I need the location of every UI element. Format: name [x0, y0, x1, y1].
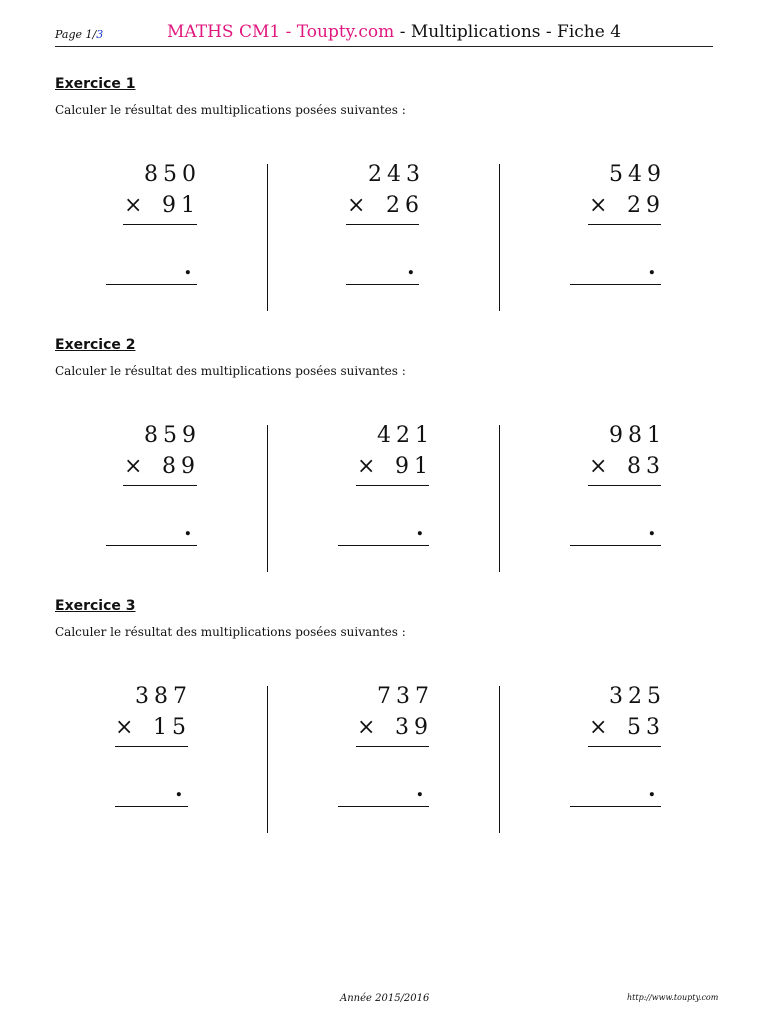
times-sign: × — [589, 454, 608, 479]
multiplicand: 325 — [609, 684, 666, 709]
decimal-point: . — [416, 515, 424, 541]
answer-line — [570, 806, 661, 807]
page-label: Page 1/ — [55, 28, 97, 41]
page-header — [55, 22, 713, 47]
multiplier: 89 — [162, 454, 200, 479]
multiplication-2-2 — [333, 423, 533, 563]
multiplication-1-3 — [565, 162, 765, 302]
multiplicand: 387 — [135, 684, 192, 709]
times-sign: × — [115, 715, 134, 740]
multiplier: 91 — [162, 193, 200, 218]
operation-line — [346, 224, 419, 225]
times-sign: × — [357, 454, 376, 479]
answer-line — [346, 284, 419, 285]
exercise-3-title: Exercice 3 — [55, 598, 136, 614]
multiplicand: 850 — [144, 162, 201, 187]
times-sign: × — [589, 193, 608, 218]
multiplicand: 859 — [144, 423, 201, 448]
multiplier: 29 — [627, 193, 665, 218]
operation-line — [356, 746, 429, 747]
multiplication-3-1 — [100, 684, 300, 824]
answer-line — [570, 284, 661, 285]
exercise-1-title: Exercice 1 — [55, 76, 136, 92]
answer-line — [338, 806, 429, 807]
times-sign: × — [347, 193, 366, 218]
multiplicand: 243 — [368, 162, 425, 187]
answer-line — [570, 545, 661, 546]
multiplicand: 981 — [609, 423, 666, 448]
multiplier: 26 — [386, 193, 424, 218]
operation-line — [123, 485, 197, 486]
operation-line — [123, 224, 197, 225]
multiplier: 91 — [395, 454, 433, 479]
operation-line — [588, 485, 661, 486]
column-separator — [267, 425, 268, 572]
operation-line — [588, 746, 661, 747]
column-separator — [499, 686, 500, 833]
page-title — [167, 22, 621, 42]
multiplier: 15 — [153, 715, 191, 740]
footer-year: Année 2015/2016 — [340, 993, 430, 1004]
exercise-2-instruction: Calculer le résultat des multiplications posées suivantes : — [55, 364, 406, 378]
multiplicand: 737 — [377, 684, 434, 709]
answer-line — [106, 284, 197, 285]
operation-line — [588, 224, 661, 225]
multiplication-2-1 — [100, 423, 300, 563]
multiplication-3-3 — [565, 684, 765, 824]
decimal-point: . — [648, 776, 656, 802]
operation-line — [115, 746, 188, 747]
multiplier: 39 — [395, 715, 433, 740]
decimal-point: . — [648, 254, 656, 280]
decimal-point: . — [184, 515, 192, 541]
operation-line — [356, 485, 429, 486]
column-separator — [499, 164, 500, 311]
multiplicand: 549 — [609, 162, 666, 187]
site-title: MATHS CM1 - Toupty.com — [167, 22, 395, 42]
multiplier: 53 — [627, 715, 665, 740]
answer-line — [115, 806, 188, 807]
multiplication-1-1 — [100, 162, 300, 302]
decimal-point: . — [416, 776, 424, 802]
exercise-2-title: Exercice 2 — [55, 337, 136, 353]
exercise-1-instruction: Calculer le résultat des multiplications posées suivantes : — [55, 103, 406, 117]
footer-url[interactable]: http://www.toupty.com — [627, 993, 719, 1002]
times-sign: × — [124, 193, 143, 218]
decimal-point: . — [184, 254, 192, 280]
multiplication-1-2 — [333, 162, 533, 302]
times-sign: × — [124, 454, 143, 479]
page-total-link[interactable]: 3 — [96, 28, 104, 41]
decimal-point: . — [175, 776, 183, 802]
exercise-3-instruction: Calculer le résultat des multiplications posées suivantes : — [55, 625, 406, 639]
answer-line — [106, 545, 197, 546]
worksheet-title: - Multiplications - Fiche 4 — [394, 22, 622, 42]
multiplicand: 421 — [377, 423, 434, 448]
multiplication-2-3 — [565, 423, 765, 563]
times-sign: × — [589, 715, 608, 740]
multiplier: 83 — [627, 454, 665, 479]
column-separator — [267, 164, 268, 311]
multiplication-3-2 — [333, 684, 533, 824]
column-separator — [267, 686, 268, 833]
decimal-point: . — [648, 515, 656, 541]
answer-line — [338, 545, 429, 546]
column-separator — [499, 425, 500, 572]
page-number — [55, 28, 103, 41]
decimal-point: . — [407, 254, 415, 280]
times-sign: × — [357, 715, 376, 740]
